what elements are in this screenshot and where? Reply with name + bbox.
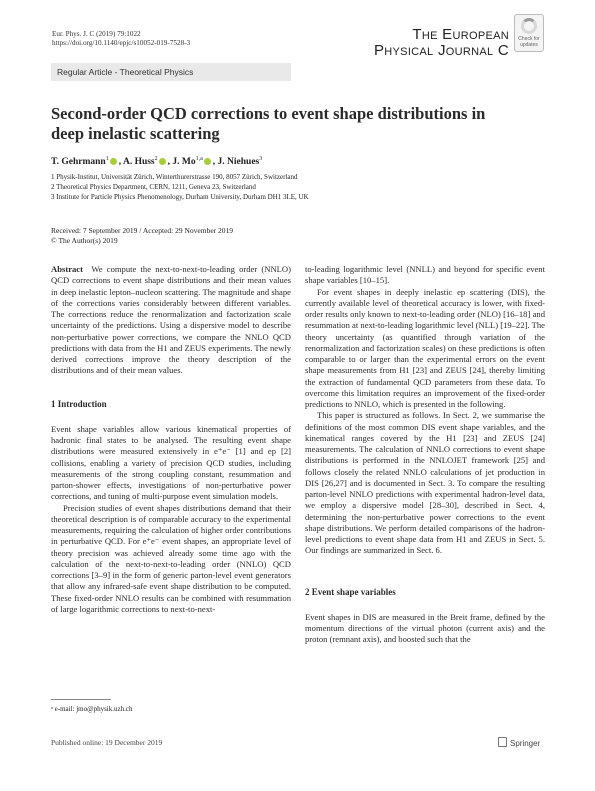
author-name: J. Niehues [217,157,260,168]
affiliation: 3 Institute for Particle Physics Phenomenology, Durham University, Durham DH1 3LE, UK [51,193,309,201]
publisher-logo [498,737,540,748]
affiliation: 2 Theoretical Physics Department, CERN, 1211, Geneva 23, Switzerland [51,183,256,191]
paragraph: For event shapes in deeply inelastic ep scattering (DIS), the currently available level of theoretical accuracy is lower, with fixed-order results only known to next-to-leading order (NLO) [16–18] and resummation at next-to-leading logarithmic level (NLL) [19–22]. The theory uncertainty (as quantified through variation of the renormalization and factorization scales) on these predictions is often comparable to or larger than the experimental errors on the event shape measurements from H1 [23] and ZEUS [24], thereby limiting the extraction of fundamental QCD parameters from these data. To overcome this limitation requires an improvement of the fixed-order predictions to NNLO, which is presented in the following. [305,286,545,409]
section-heading-event-shape-variables: 2 Event shape variables [305,586,396,597]
paper-title: Second-order QCD corrections to event shape distributions in deep inelastic scattering [51,104,486,143]
check-updates-icon [521,18,537,34]
springer-horse-icon [498,737,507,747]
author-affil-sup: 3 [259,156,263,162]
author-name: J. Mo [172,157,196,168]
right-column [305,264,545,646]
author-affil-sup: 1 [105,156,109,162]
published-date: Published online: 19 December 2019 [51,738,163,747]
check-updates-label: Check for updates [518,36,540,48]
author-affil-sup: 1,a [195,156,203,162]
abstract-text: We compute the next-to-next-to-leading order (NNLO) QCD corrections to event shape distributions and their mean values in deep inelastic lepton–nucleon scattering. The magnitude and shape of the corrections varies considerably between different variables. The corrections reduce the renormalization and factorization scale uncertainty of the predictions. Using a dispersive model to describe non-perturbative power corrections, we compare the NNLO QCD predictions with data from the H1 and ZEUS experiments. The newly derived corrections improve the theory description of the distributions and of their mean values. [51,264,291,376]
publisher-name: Springer [510,739,541,748]
orcid-icon[interactable] [110,158,117,165]
author-name: T. Gehrmann [51,157,106,168]
journal-name-line1: The European [412,26,509,43]
journal-name [359,27,509,59]
received-accepted: Received: 7 September 2019 / Accepted: 29 November 2019 [51,226,234,235]
left-column [51,264,291,615]
affiliations [51,172,521,202]
author-list: T. Gehrmann$^1$ , A. Huss$^2$ , J. Mo$^{1,a}$ , J. Niehues$^3$ [51,156,263,168]
citation: Eur. Phys. J. C (2019) 79:1022 [52,30,141,38]
email-footnote[interactable]: ᵃ e-mail: jmo@physik.uzh.ch [51,705,133,713]
author-affil-sup: 2 [154,156,158,162]
section-heading-introduction: 1 Introduction [51,398,107,409]
author-name: A. Huss [122,157,155,168]
orcid-icon[interactable] [159,158,166,165]
paragraph: to-leading logarithmic level (NNLL) and beyond for specific event shape variables [10–15]. [305,264,545,286]
paragraph: Precision studies of event shapes distributions demand that their theoretical description is of comparable accuracy to the experimental measurements, requiring the calculation of higher order contributions in perturbative QCD. For e⁺e⁻ event shapes, an appropriate level of theory precision was achieved already some time ago with the calculation of the next-to-next-to-leading order (NNLO) QCD corrections [3–9] in the form of generic parton-level event generators that allow any infrared-safe event shape distribution to be computed. These fixed-order NNLO results can be combined with resummation of large logarithmic corrections to next-to-next- [51,502,291,614]
paragraph: Event shapes in DIS are measured in the Breit frame, defined by the momentum directions of the virtual photon (current axis) and the proton (remnant axis), and boosted such that the [305,611,545,645]
copyright: © The Author(s) 2019 [51,236,118,245]
paragraph: This paper is structured as follows. In Sect. 2, we summarise the definitions of the most common DIS event shape variables, and the kinematical ranges covered by the H1 [23] and ZEUS [24] measurements. The calculation of NNLO corrections to event shape distributions is performed in the NNLOJET framework [25] and follows closely the related NNLO calculations of jet production in DIS [26,27] and is documented in Sect. 3. To compare the resulting parton-level NNLO predictions with experimental hadron-level data, we employ a dispersive model [28–30], described in Sect. 4, determining the non-perturbative power corrections to the event shape distributions. We perform detailed comparisons of the hadron-level predictions to event shape data from H1 and ZEUS in Sect. 5. Our findings are summarized in Sect. 6. [305,410,545,556]
doi-link[interactable]: https://doi.org/10.1140/epjc/s10052-019-7528-3 [52,39,191,47]
footnote-divider [51,699,111,700]
journal-meta [52,30,312,48]
journal-name-line2: Physical Journal C [374,42,509,59]
abstract-label: Abstract [51,264,83,274]
orcid-icon[interactable] [204,158,211,165]
check-for-updates-badge[interactable] [514,14,544,52]
article-type-banner: Regular Article - Theoretical Physics [51,63,291,81]
affiliation: 1 Physik-Institut, Universität Zürich, Winterthurerstrasse 190, 8057 Zürich, Switzerland [51,173,298,181]
paragraph: Event shape variables allow various kinematical properties of hadronic final states to be analysed. The resulting event shape distributions were measured extensively in e⁺e⁻ [1] and ep [2] collisions, enabling a variety of precision QCD studies, including measurements of the strong coupling constant, resummation and parton-shower effects, investigations of non-perturbative power corrections, and tuning of multi-purpose event simulation models. [51,423,291,502]
abstract [51,264,291,377]
dates-block [51,226,351,246]
